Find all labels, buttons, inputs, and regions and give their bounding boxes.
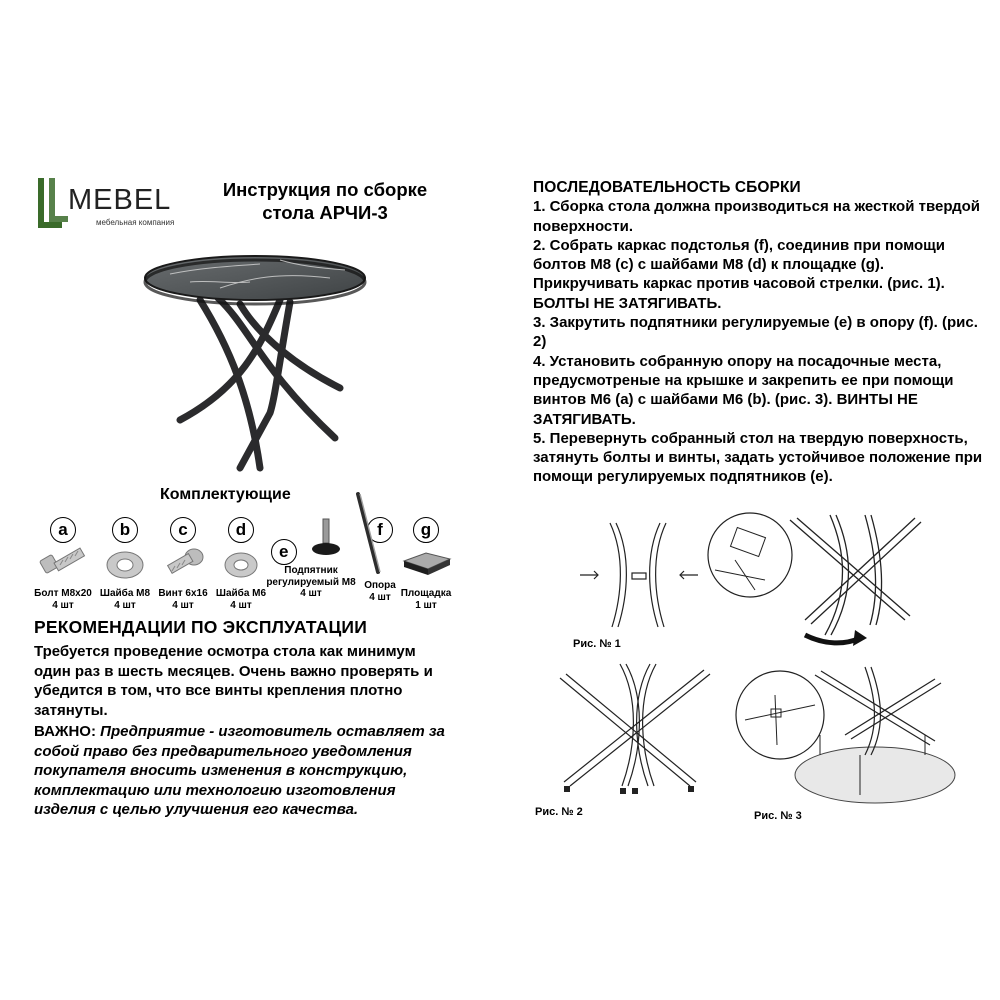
- part-e: [266, 517, 356, 600]
- logo-mark-icon: [36, 178, 70, 230]
- washer-icon: [216, 543, 266, 583]
- part-name: Винт 6х16: [158, 588, 208, 599]
- figure-3-caption: Рис. № 3: [754, 810, 802, 822]
- title-line-1: Инструкция по сборке: [222, 179, 428, 200]
- figure-2-caption: Рис. № 2: [535, 806, 583, 818]
- title-line-2: стола АРЧИ-3: [262, 202, 388, 223]
- document-title: [180, 178, 470, 224]
- part-letter: b: [112, 517, 138, 543]
- part-name: Опора: [364, 580, 396, 591]
- washer-icon: [100, 543, 150, 583]
- recommendations-body: [34, 642, 454, 820]
- part-name: Площадка: [400, 588, 452, 599]
- part-qty: 4 шт: [300, 588, 322, 599]
- part-qty: 4 шт: [369, 591, 391, 603]
- part-letter: d: [228, 517, 254, 543]
- kit-title: Комплектующие: [160, 486, 291, 503]
- part-c: [152, 517, 214, 611]
- part-b: [94, 517, 156, 611]
- recommendations-title: РЕКОМЕНДАЦИИ ПО ЭКСПЛУАТАЦИИ: [34, 617, 367, 637]
- figure-1-caption: Рис. № 1: [573, 638, 621, 650]
- part-letter: c: [170, 517, 196, 543]
- part-qty: 4 шт: [114, 599, 136, 611]
- logo-wordmark: MEBEL: [68, 184, 172, 216]
- part-name: Подпятник: [284, 565, 338, 576]
- part-qty: 1 шт: [415, 599, 437, 611]
- part-name: Болт М8х20: [34, 588, 92, 599]
- important-note: [34, 722, 454, 820]
- part-a: [32, 517, 94, 611]
- sequence-step: 3. Закрутить подпятники регулируемые (e) в опору (f). (рис. 2): [533, 314, 978, 351]
- table-product-image: [140, 238, 380, 474]
- part-letter: f: [367, 517, 393, 543]
- part-name: Шайба М6: [215, 588, 267, 599]
- part-qty: 4 шт: [52, 599, 74, 611]
- part-g: [394, 517, 458, 611]
- part-d: [210, 517, 272, 611]
- figure-1-detail-diagram: [705, 510, 945, 655]
- part-letter: g: [413, 517, 439, 543]
- part-qty: 4 шт: [230, 599, 252, 611]
- sequence-step: 1. Сборка стола должна производиться на жесткой твердой поверхности.: [533, 198, 981, 235]
- assembly-sequence: [533, 178, 983, 487]
- figure-1-diagram: [570, 515, 710, 635]
- figure-3-diagram: [735, 665, 960, 810]
- recommendations-text: Требуется проведение осмотра стола как минимум один раз в шесть месяцев. Очень важно проверять и убедится в том, что все винты крепления плотно затянуты.: [34, 643, 433, 719]
- figure-2-diagram: [550, 660, 720, 800]
- part-letter: e: [271, 539, 297, 565]
- leveling-foot-icon: [301, 517, 351, 557]
- mounting-plate-icon: [396, 543, 456, 583]
- sequence-step: 4. Установить собранную опору на посадочные места, предусмотреные на крышке и закрепить ее при помощи винтов М6 (a) с шайбами М6 (b). (рис. 3). ВИНТЫ НЕ ЗАТЯГИВАТЬ.: [533, 352, 954, 428]
- sequence-step: 2. Собрать каркас подстолья (f), соединив при помощи болтов М8 (c) с шайбами М8 (d) к площадке (g). Прикручивать каркас против часовой стрелки. (рис. 1). БОЛТЫ НЕ ЗАТЯГИВАТЬ.: [533, 236, 946, 312]
- important-text: Предприятие - изготовитель оставляет за собой право без предварительного уведомления покупателя вносить изменения в конструкцию, комплектацию или технологию изготовления изделия с целью улучшения его качества.: [34, 723, 445, 818]
- important-label: ВАЖНО:: [34, 723, 96, 740]
- part-letter: a: [50, 517, 76, 543]
- leg-support-icon: [352, 492, 386, 576]
- logo-subtitle: мебельная компания: [96, 218, 175, 227]
- screw-icon: [158, 543, 208, 583]
- part-name-line-2: регулируемый М8: [266, 576, 356, 588]
- part-name: Шайба М8: [99, 588, 151, 599]
- sequence-title: ПОСЛЕДОВАТЕЛЬНОСТЬ СБОРКИ: [533, 179, 801, 196]
- bolt-icon: [38, 543, 88, 583]
- sequence-step: 5. Перевернуть собранный стол на твердую поверхность, затянуть болты и винты, задать устойчивое положение при помощи регулируемых подпятников (e).: [533, 429, 983, 486]
- brand-logo: [36, 178, 176, 230]
- part-qty: 4 шт: [172, 599, 194, 611]
